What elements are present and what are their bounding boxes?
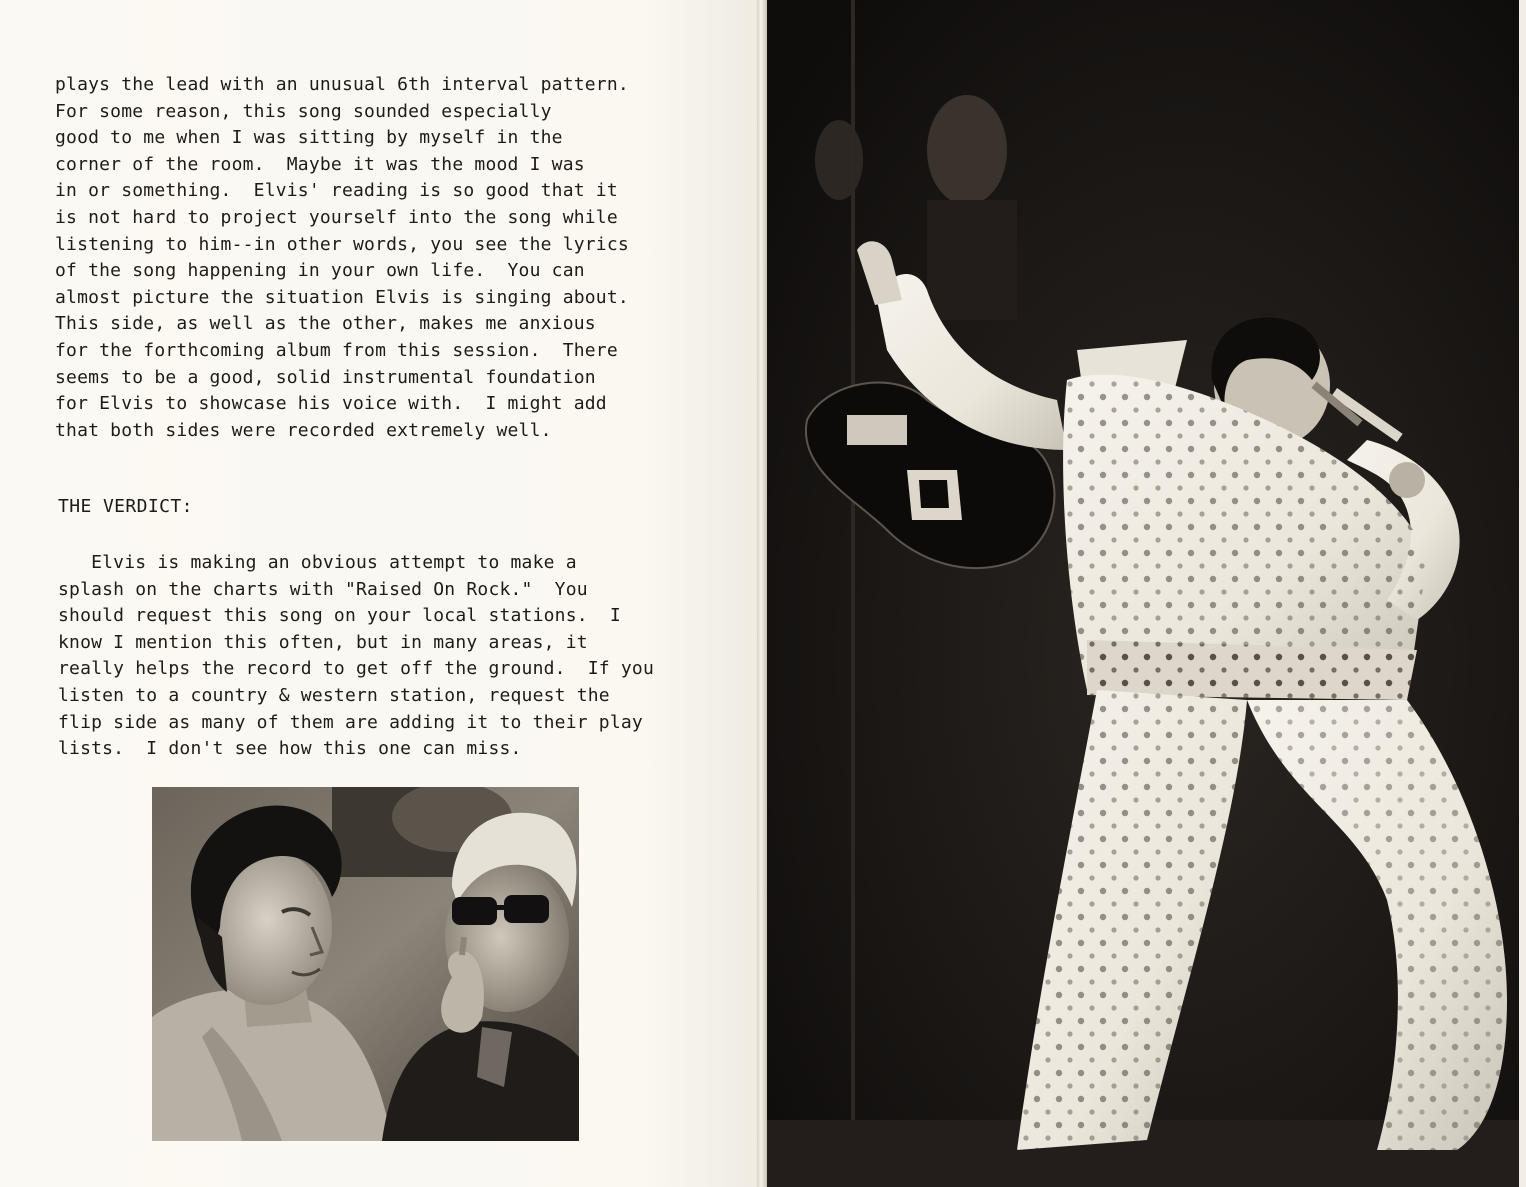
- paragraph-line: for Elvis to showcase his voice with. I might add: [55, 393, 607, 415]
- paragraph-line: good to me when I was sitting by myself in the: [55, 127, 563, 149]
- left-page: [0, 0, 757, 1187]
- paragraph-line: of the song happening in your own life. You can: [55, 260, 585, 282]
- paragraph-line: This side, as well as the other, makes me anxious: [55, 313, 596, 335]
- paragraph-line: is not hard to project yourself into the song while: [55, 206, 618, 228]
- paragraph-line: for the forthcoming album from this session. There: [55, 339, 618, 361]
- page-gutter: [757, 0, 767, 1187]
- paragraph-line: plays the lead with an unusual 6th interval pattern.: [55, 74, 629, 95]
- verdict-line: flip side as many of them are adding it to their play: [58, 711, 643, 733]
- verdict-line: lists. I don't see how this one can miss.: [58, 738, 522, 760]
- paragraph-line: listening to him--in other words, you see the lyrics: [55, 233, 629, 255]
- performer-on-stage-photo: [767, 0, 1526, 1187]
- paragraph-line: For some reason, this song sounded especially: [55, 100, 552, 122]
- two-men-talking-photo-art: [152, 787, 579, 1141]
- verdict-heading: THE VERDICT:: [58, 496, 193, 517]
- verdict-line: should request this song on your local stations. I: [58, 605, 621, 627]
- paragraph-line: corner of the room. Maybe it was the mood I was: [55, 153, 585, 175]
- paragraph-line: almost picture the situation Elvis is singing about.: [55, 286, 629, 308]
- verdict-line: know I mention this often, but in many areas, it: [58, 631, 588, 653]
- paragraph-line: seems to be a good, solid instrumental foundation: [55, 366, 596, 388]
- paragraph-line: in or something. Elvis' reading is so good that it: [55, 180, 618, 202]
- performer-on-stage-photo-art: [767, 0, 1526, 1187]
- verdict-paragraph: [58, 550, 698, 763]
- two-men-talking-photo: [152, 787, 579, 1141]
- review-paragraph: [55, 72, 695, 444]
- paragraph-line: that both sides were recorded extremely well.: [55, 419, 552, 441]
- verdict-line: really helps the record to get off the ground. If you: [58, 658, 654, 680]
- verdict-line: Elvis is making an obvious attempt to make a: [58, 552, 577, 573]
- verdict-line: listen to a country & western station, request the: [58, 684, 610, 706]
- right-page-edge: [1519, 0, 1526, 1187]
- verdict-line: splash on the charts with "Raised On Rock." You: [58, 578, 588, 600]
